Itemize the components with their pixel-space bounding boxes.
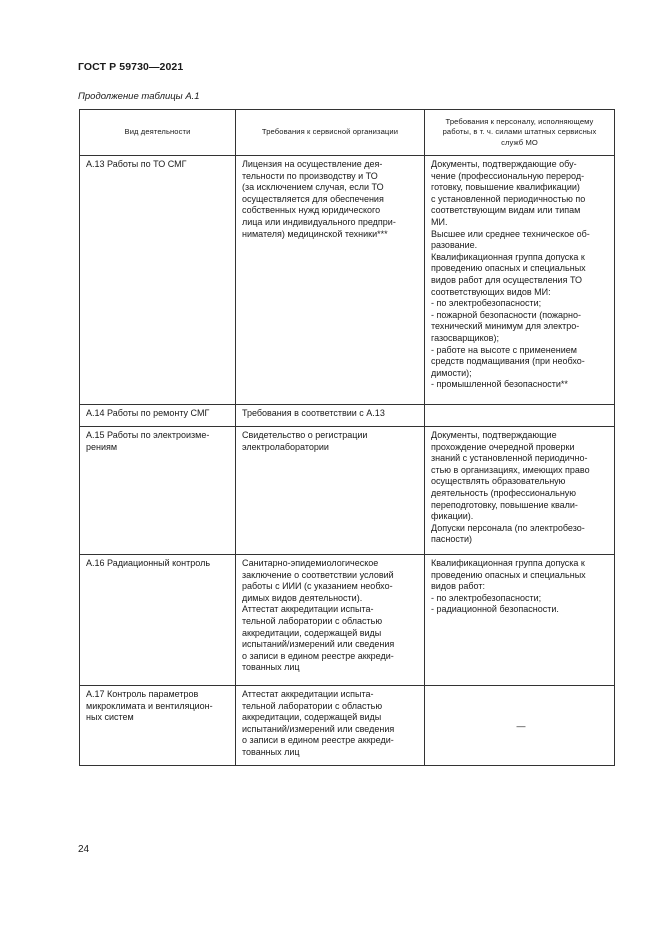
cell-line: испытаний/измерений или сведения	[242, 639, 395, 650]
staff-cell	[425, 156, 615, 405]
cell-line: заключение о соответствии условий	[242, 569, 394, 580]
cell-line: проведению опасных и специальных	[431, 263, 586, 274]
cell-line: Допуски персонала (по электробезо-	[431, 522, 585, 533]
cell-line: димости);	[431, 367, 472, 378]
cell-line: А.15 Работы по электроизме-	[86, 430, 210, 440]
cell-line: МИ.	[431, 216, 448, 227]
cell-line: Документы, подтверждающие обу-	[431, 159, 577, 169]
organization-cell	[236, 405, 425, 427]
organization-cell	[236, 427, 425, 555]
cell-line: переподготовку, повышение квали-	[431, 499, 578, 510]
cell-line: Санитарно-эпидемиологическое	[242, 558, 379, 568]
cell-line: А.17 Контроль параметров	[86, 689, 199, 699]
cell-line: тельности по производству и ТО	[242, 170, 378, 181]
table-header-row	[80, 110, 615, 156]
cell-line: тованных лиц	[242, 662, 300, 673]
column-header-organization: Требования к сервисной организации	[236, 110, 425, 156]
cell-line: технический минимум для электро-	[431, 321, 580, 332]
cell-line: Высшее или среднее техническое об-	[431, 228, 590, 239]
cell-line: осуществляется для обеспечения	[242, 193, 384, 204]
table-row	[80, 555, 615, 686]
cell-line: Аттестат аккредитации испыта-	[242, 689, 374, 699]
page-number: 24	[78, 844, 90, 855]
table-row	[80, 156, 615, 405]
cell-line: Требования в соответствии с А.13	[242, 408, 385, 418]
cell-line: чение (профессиональную переpод-	[431, 170, 585, 181]
cell-line: рениям	[86, 441, 118, 452]
cell-line: Документы, подтверждающие	[431, 430, 557, 440]
cell-line: аккредитации, содержащей виды	[242, 712, 382, 723]
cell-line: фикации).	[431, 511, 474, 522]
cell-line: работы с ИИИ (с указанием необхо-	[242, 581, 393, 592]
cell-line: - по электробезопасности;	[431, 592, 542, 603]
column-header-staff	[425, 110, 615, 156]
cell-line: А.13 Работы по ТО СМГ	[86, 159, 187, 169]
cell-line: собственных нужд юридического	[242, 205, 381, 216]
activity-cell	[80, 156, 236, 405]
cell-line: Квалификационная группа допуска к	[431, 558, 585, 568]
cell-line: аккредитации, содержащей виды	[242, 627, 382, 638]
cell-line: о записи в едином реестре аккреди-	[242, 735, 394, 746]
cell-line: А.14 Работы по ремонту СМГ	[86, 408, 210, 418]
activity-cell	[80, 427, 236, 555]
cell-line: нимателя) медицинской техники***	[242, 228, 388, 239]
table-row	[80, 427, 615, 555]
cell-line: ных систем	[86, 712, 134, 723]
activity-cell	[80, 405, 236, 427]
cell-line: с установленной периодичностью по	[431, 193, 586, 204]
cell-line: - промышленной безопасности**	[431, 379, 568, 390]
cell-line: пасности)	[431, 534, 473, 545]
staff-cell	[425, 427, 615, 555]
cell-line: микроклимата и вентиляцион-	[86, 700, 213, 711]
cell-line: А.16 Радиационный контроль	[86, 558, 211, 568]
cell-line: тельной лаборатории с областью	[242, 615, 383, 626]
column-header-activity: Вид деятельности	[80, 110, 236, 156]
requirements-table	[79, 109, 615, 766]
cell-line: Лицензия на осуществление дея-	[242, 159, 383, 169]
staff-cell	[425, 405, 615, 427]
staff-cell-empty-dash: —	[425, 686, 615, 766]
cell-line: видов работ:	[431, 581, 485, 592]
cell-line: - работе на высоте с применением	[431, 344, 577, 355]
cell-line: знаний с установленной периодично-	[431, 453, 588, 464]
cell-line: осуществлять образовательную	[431, 476, 566, 487]
cell-line: (за исключением случая, если ТО	[242, 182, 384, 193]
organization-cell	[236, 555, 425, 686]
cell-line: газосварщиков);	[431, 332, 499, 343]
table-row	[80, 686, 615, 766]
cell-line: проведению опасных и специальных	[431, 569, 586, 580]
cell-line: - пожарной безопасности (пожарно-	[431, 309, 581, 320]
staff-cell	[425, 555, 615, 686]
cell-line: Квалификационная группа допуска к	[431, 251, 585, 262]
cell-line: тельной лаборатории с областью	[242, 700, 383, 711]
column-header-staff-line: служб МО	[501, 137, 538, 147]
cell-line: соответствующих видов МИ:	[431, 286, 551, 297]
cell-line: разование.	[431, 240, 478, 251]
cell-line: готовку, повышение квалификации)	[431, 182, 580, 193]
activity-cell	[80, 555, 236, 686]
cell-line: средств подмащивания (при необхо-	[431, 356, 585, 367]
cell-line: - радиационной безопасности.	[431, 604, 559, 615]
table-row	[80, 405, 615, 427]
cell-line: электролаборатории	[242, 441, 329, 452]
cell-line: лица или индивидуального предпри-	[242, 216, 396, 227]
cell-line: стью в организациях, имеющих право	[431, 464, 590, 475]
column-header-staff-line: Требования к персоналу, исполняющему	[445, 116, 594, 126]
cell-line: видов работ для осуществления ТО	[431, 274, 583, 285]
cell-line: Свидетельство о регистрации	[242, 430, 368, 440]
column-header-staff-line: работы, в т. ч. силами штатных сервисных	[442, 127, 597, 137]
organization-cell	[236, 686, 425, 766]
cell-line: деятельность (профессиональную	[431, 487, 577, 498]
document-title: ГОСТ Р 59730—2021	[78, 61, 184, 73]
cell-line: соответствующим видам или типам	[431, 205, 581, 216]
activity-cell	[80, 686, 236, 766]
table-caption: Продолжение таблицы А.1	[78, 91, 200, 102]
cell-line: тованных лиц	[242, 746, 300, 757]
cell-line: - по электробезопасности;	[431, 298, 542, 309]
cell-line: димых видов деятельности).	[242, 592, 363, 603]
cell-line: Аттестат аккредитации испыта-	[242, 604, 374, 615]
cell-line: прохождение очередной проверки	[431, 441, 575, 452]
cell-line: о записи в едином реестре аккреди-	[242, 650, 394, 661]
cell-line: испытаний/измерений или сведения	[242, 723, 395, 734]
organization-cell	[236, 156, 425, 405]
